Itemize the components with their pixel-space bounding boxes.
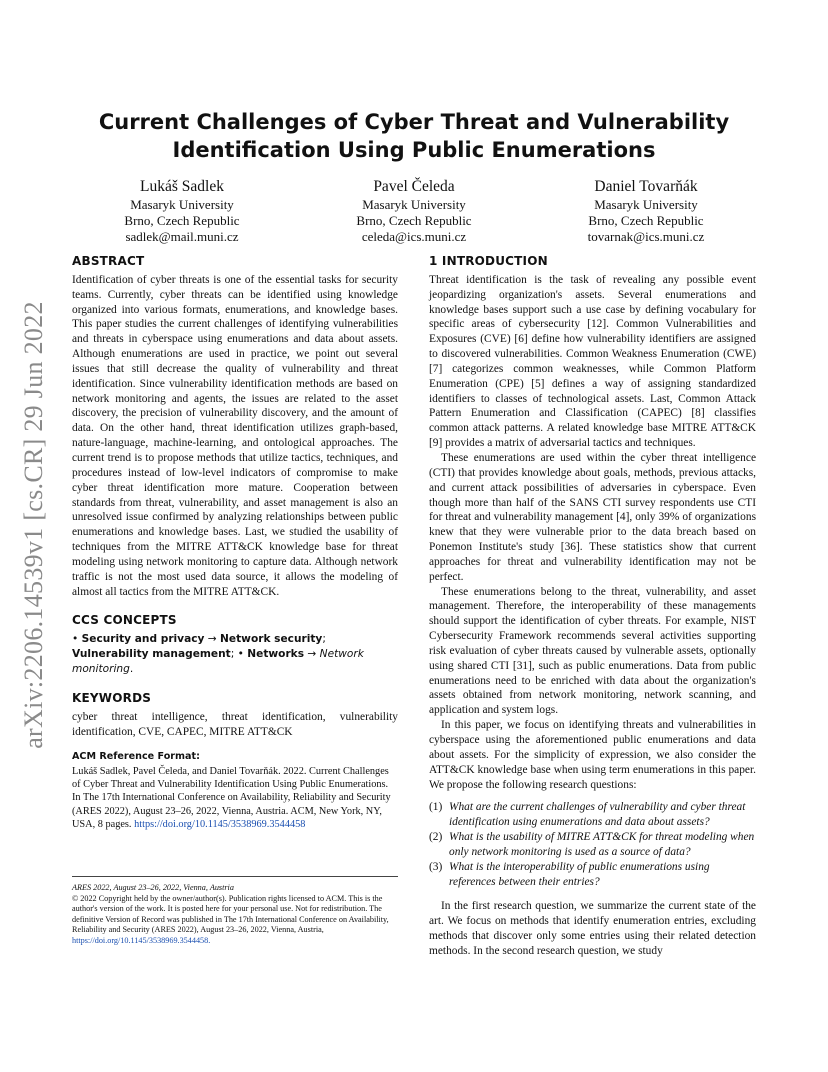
arxiv-stamp: arXiv:2206.14539v1 [cs.CR] 29 Jun 2022: [19, 301, 48, 749]
author-location: Brno, Czech Republic: [588, 213, 704, 228]
ccs-concept: Security and privacy: [81, 633, 205, 646]
ccs-concept: Network monitoring: [72, 648, 364, 676]
research-questions: [429, 800, 756, 889]
list-item: (3) What is the interoperability of public enumerations using references between their entries?: [429, 860, 710, 888]
ccs-heading: CCS CONCEPTS: [72, 613, 177, 628]
acm-ref-heading: ACM Reference Format:: [72, 750, 200, 762]
author-2: [304, 177, 524, 245]
abstract-heading: ABSTRACT: [72, 254, 145, 268]
footnote: [72, 876, 398, 947]
list-item: (2) What is the usability of MITRE ATT&CK for threat modeling when only network monitoring is used as a source of data?: [429, 831, 755, 858]
intro-paragraph-4: In this paper, we focus on identifying threats and vulnerabilities in cyberspace using the aforementioned public enumerations and data about assets. For the simplicity of expression, we also consider the ATT&CK knowledge base when using term enumerations in this paper. We propose the following research questions:: [429, 719, 756, 791]
ccs-concept: Vulnerability management: [72, 648, 231, 661]
acm-reference: [72, 765, 398, 831]
title-line-2: Identification Using Public Enumerations: [172, 138, 656, 162]
acm-ref-doi-link[interactable]: https://doi.org/10.1145/3538969.3544458: [134, 818, 306, 830]
ccs-concepts: • Security and privacy → Network security; Vulnerability management; • Networks → Network monitoring.: [72, 633, 364, 676]
author-location: Brno, Czech Republic: [124, 213, 240, 228]
list-item: (1) What are the current challenges of vulnerability and cyber threat identification using enumerations and data about assets?: [429, 801, 746, 829]
author-affiliation: Masaryk University: [594, 197, 698, 212]
author-3: [536, 177, 756, 245]
intro-paragraph-1: Threat identification is the task of revealing any possible event jeopardizing organization's assets. Several enumerations and knowledge bases support such a use case by defining vocabulary for specific areas of cybersecurity [12]. Common Vulnerabilities and Exposures (CVE) [6] define how vulnerability identifiers are assigned to discovered vulnerabilities. Common Weakness Enumeration (CWE) [7] categorizes common weaknesses, while Common Platform Enumeration (CPE) [5] defines a way of assigning standardized identifiers to classes of technological assets. Last, Common Attack Pattern Enumeration and Classification (CAPEC) [8] classifies common attack patterns. A related knowledge base MITRE ATT&CK [9] provides a matrix of adversarial tactics and techniques.: [429, 273, 756, 450]
author-email: celeda@ics.muni.cz: [361, 229, 467, 244]
author-email: tovarnak@ics.muni.cz: [587, 229, 705, 244]
ccs-concept: Network security: [220, 633, 323, 646]
footnote-doi-link[interactable]: https://doi.org/10.1145/3538969.3544458.: [72, 935, 211, 945]
author-name: Pavel Čeleda: [373, 178, 455, 195]
author-block: [72, 177, 756, 245]
author-1: [72, 177, 292, 245]
keywords-heading: KEYWORDS: [72, 691, 152, 706]
author-affiliation: Masaryk University: [130, 197, 234, 212]
title-line-1: Current Challenges of Cyber Threat and Vulnerability: [98, 110, 730, 134]
author-affiliation: Masaryk University: [362, 197, 466, 212]
right-column: [429, 254, 756, 959]
footnote-text: © 2022 Copyright held by the owner/author(s). Publication rights licensed to ACM. This is the author's version of the work. It is posted here for your personal use. Not for redistribution. The definitive Version of Record was published in The 17th International Conference on Availability, Reliability and Security (ARES 2022), August 23–26, 2022, Vienna, Austria,: [72, 893, 389, 935]
ccs-concept: Networks: [247, 648, 305, 661]
footnote-conference: ARES 2022, August 23–26, 2022, Vienna, Austria: [72, 883, 234, 892]
author-email: sadlek@mail.muni.cz: [125, 229, 239, 244]
footnote-copyright: [72, 894, 398, 947]
intro-paragraph-5: In the first research question, we summarize the current state of the art. We focus on methods that identify enumeration entries, excluding methods that discover only some entries using their related detection methods. In the second research question, we study: [429, 900, 756, 957]
intro-paragraph-2: These enumerations are used within the cyber threat intelligence (CTI) that provides knowledge about goals, methods, previous attacks, and current attack possibilities of adversaries in cyberspace. Even though more than half of the SANS CTI survey respondents use CTI for threat and vulnerability management [4], only 39% of organizations knew that they were vulnerable prior to the data breach based on Ponemon Institute's study [36]. These statistics show that current approaches for threat and vulnerability identification may not be perfect.: [429, 451, 756, 583]
intro-paragraph-3: These enumerations belong to the threat, vulnerability, and asset management. Therefore, the interoperability of these managements should support the identification of cyber threats. For example, NIST Cybersecurity Framework recommends several activities supporting risk evaluation of cyber threats caused by vulnerable assets, optionally using shared CTI [31], such as public enumerations. Data from public enumerations need to be enriched with data about the organization's assets obtained from network monitoring, network scanning, and application and system logs.: [429, 585, 756, 717]
author-location: Brno, Czech Republic: [356, 213, 472, 228]
keywords-text: cyber threat intelligence, threat identification, vulnerability identification, CVE, CAPEC, MITRE ATT&CK: [72, 711, 398, 738]
paper-title: [72, 108, 756, 164]
abstract-text: Identification of cyber threats is one of the essential tasks for security teams. Currently, cyber threats can be identified using knowledge organized into various formats, enumerations, and knowledge bases. This paper studies the current challenges of identifying vulnerabilities and threats in cyberspace using enumerations and data about assets. Although enumerations are used in practice, we point out several issues that still decrease the quality of vulnerability and threat identification. Since vulnerability identification methods are based on network monitoring and agents, the issues are related to the asset discovery, the precision of vulnerability discovery, and the amount of data. On the other hand, threat identification utilizes graph-based, nature-language, machine-learning, and ontological approaches. The current trend is to propose methods that utilize tactics, techniques, and procedures instead of low-level indicators of compromise to make cyber threat identification more mature. Cooperation between standards from threat, vulnerability, and asset management is also an unresolved issue confirmed by analyzing relationships between public enumerations and knowledge bases. Last, we studied the usability of techniques from the MITRE ATT&CK knowledge base for threat modeling using network monitoring to capture data. Although network traffic is not the most used data source, it allows the modeling of almost all tactics from the MITRE ATT&CK.: [72, 273, 398, 598]
acm-ref-text: Lukáš Sadlek, Pavel Čeleda, and Daniel Tovarňák. 2022. Current Challenges of Cyber Threat and Vulnerability Identification Using Public Enumerations. In The 17th International Conference on Availability, Reliability and Security (ARES 2022), August 23–26, 2022, Vienna, Austria. ACM, New York, NY, USA, 8 pages.: [72, 765, 391, 830]
author-name: Daniel Tovarňák: [594, 178, 698, 195]
introduction-heading: 1 INTRODUCTION: [429, 254, 548, 268]
author-name: Lukáš Sadlek: [140, 178, 224, 195]
left-column: [72, 254, 398, 831]
